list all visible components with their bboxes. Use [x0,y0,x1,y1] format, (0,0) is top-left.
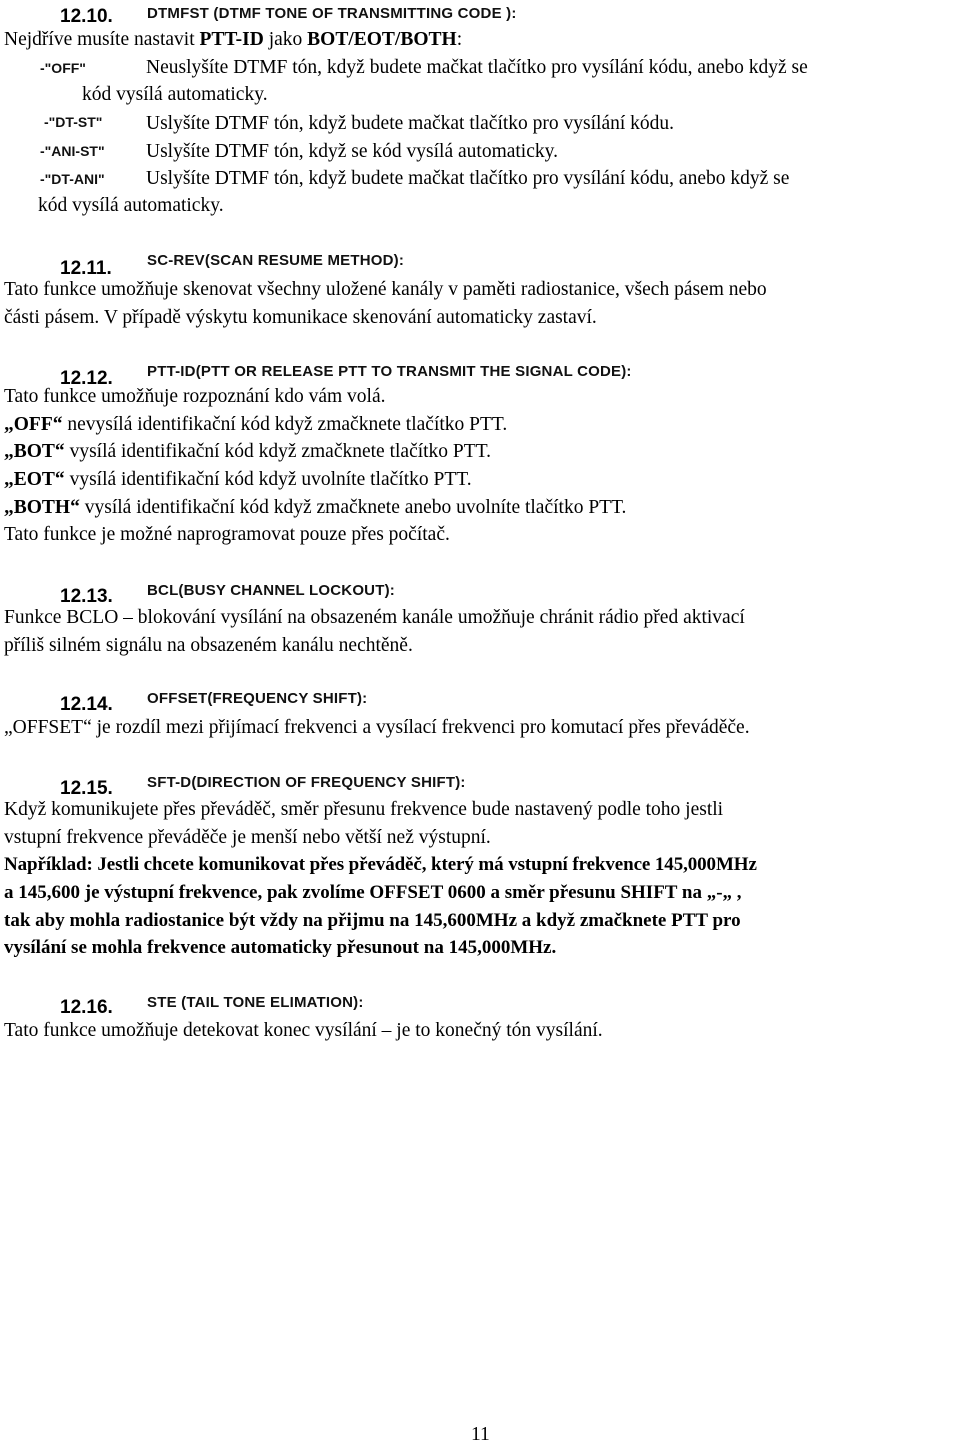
paragraph-line: vstupní frekvence převáděče je menší nebo větší než výstupní. [4,827,491,848]
example-line: tak aby mohla radiostanice být vždy na přijmu na 145,600MHz a když zmačknete PTT pro [4,910,741,931]
section-12-13-number: 12.13. [60,586,113,607]
section-12-10-number: 12.10. [60,6,113,27]
option-dt-ani-text: Uslyšíte DTMF tón, když budete mačkat tlačítko pro vysílání kódu, anebo když se [146,168,790,189]
option-dt-ani-text-cont: kód vysílá automaticky. [38,195,224,216]
example-line: vysílání se mohla frekvence automaticky přesunout na 145,000MHz. [4,937,557,958]
section-12-13-heading: BCL(BUSY CHANNEL LOCKOUT): [147,582,395,599]
option-ani-st-label: -"ANI-ST" [40,143,105,159]
ptt-id-option-bot: „BOT“ vysílá identifikační kód když zmačknete tlačítko PTT. [4,441,492,462]
paragraph-line: příliš silném signálu na obsazeném kanálu nechtěně. [4,635,413,656]
section-12-11-number: 12.11. [60,258,112,279]
paragraph-line: části pásem. V případě výskytu komunikace skenování automaticky zastaví. [4,307,597,328]
ptt-id-option-both: „BOTH“ vysílá identifikační kód když zmačknete anebo uvolníte tlačítko PTT. [4,497,627,518]
example-line: a 145,600 je výstupní frekvence, pak zvolíme OFFSET 0600 a směr přesunu SHIFT na „-„ , [4,882,742,903]
paragraph-line: Funkce BCLO – blokování vysílání na obsazeném kanále umožňuje chránit rádio před aktivací [4,607,745,628]
paragraph-line: Tato funkce je možné naprogramovat pouze přes počítač. [4,524,450,545]
option-dt-st-text: Uslyšíte DTMF tón, když budete mačkat tlačítko pro vysílání kódu. [146,113,675,134]
option-dt-st-label: -"DT-ST" [44,114,103,130]
section-12-11-heading: SC-REV(SCAN RESUME METHOD): [147,252,405,269]
ptt-id-option-eot: „EOT“ vysílá identifikační kód když uvolníte tlačítko PTT. [4,469,472,490]
section-12-14-heading: OFFSET(FREQUENCY SHIFT): [147,690,368,707]
paragraph-line: Tato funkce umožňuje rozpoznání kdo vám volá. [4,386,386,407]
option-dt-ani-label: -"DT-ANI" [40,171,105,187]
ptt-id-option-off: „OFF“ nevysílá identifikační kód když zmačknete tlačítko PTT. [4,414,508,435]
example-line: Například: Jestli chcete komunikovat přes převáděč, který má vstupní frekvence 145,000MHz [4,854,757,875]
section-12-15-heading: SFT-D(DIRECTION OF FREQUENCY SHIFT): [147,774,466,791]
section-12-14-number: 12.14. [60,694,113,715]
section-12-10-heading: DTMFST (DTMF TONE OF TRANSMITTING CODE ): [147,5,517,22]
option-off-text: Neuslyšíte DTMF tón, když budete mačkat tlačítko pro vysílání kódu, anebo když se [146,57,808,78]
paragraph-line: „OFFSET“ je rozdíl mezi přijímací frekvenci a vysílací frekvenci pro komutací přes převáděče. [4,717,750,738]
paragraph-line: Tato funkce umožňuje detekovat konec vysílání – je to konečný tón vysílání. [4,1020,603,1041]
paragraph-line: Když komunikujete přes převáděč, směr přesunu frekvence bude nastavený podle toho jestli [4,799,724,820]
section-12-10-intro: Nejdříve musíte nastavit PTT-ID jako BOT/EOT/BOTH: [4,29,463,50]
option-off-label: -"OFF" [40,60,86,76]
section-12-15-number: 12.15. [60,778,113,799]
paragraph-line: Tato funkce umožňuje skenovat všechny uložené kanály v paměti radiostanice, všech pásem nebo [4,279,767,300]
option-ani-st-text: Uslyšíte DTMF tón, když se kód vysílá automaticky. [146,141,558,162]
section-12-16-heading: STE (TAIL TONE ELIMATION): [147,994,364,1011]
section-12-12-heading: PTT-ID(PTT OR RELEASE PTT TO TRANSMIT THE SIGNAL CODE): [147,363,632,380]
option-off-text-cont: kód vysílá automaticky. [82,84,268,105]
page-number: 11 [471,1424,490,1445]
section-12-16-number: 12.16. [60,997,113,1018]
section-12-12-number: 12.12. [60,368,113,389]
